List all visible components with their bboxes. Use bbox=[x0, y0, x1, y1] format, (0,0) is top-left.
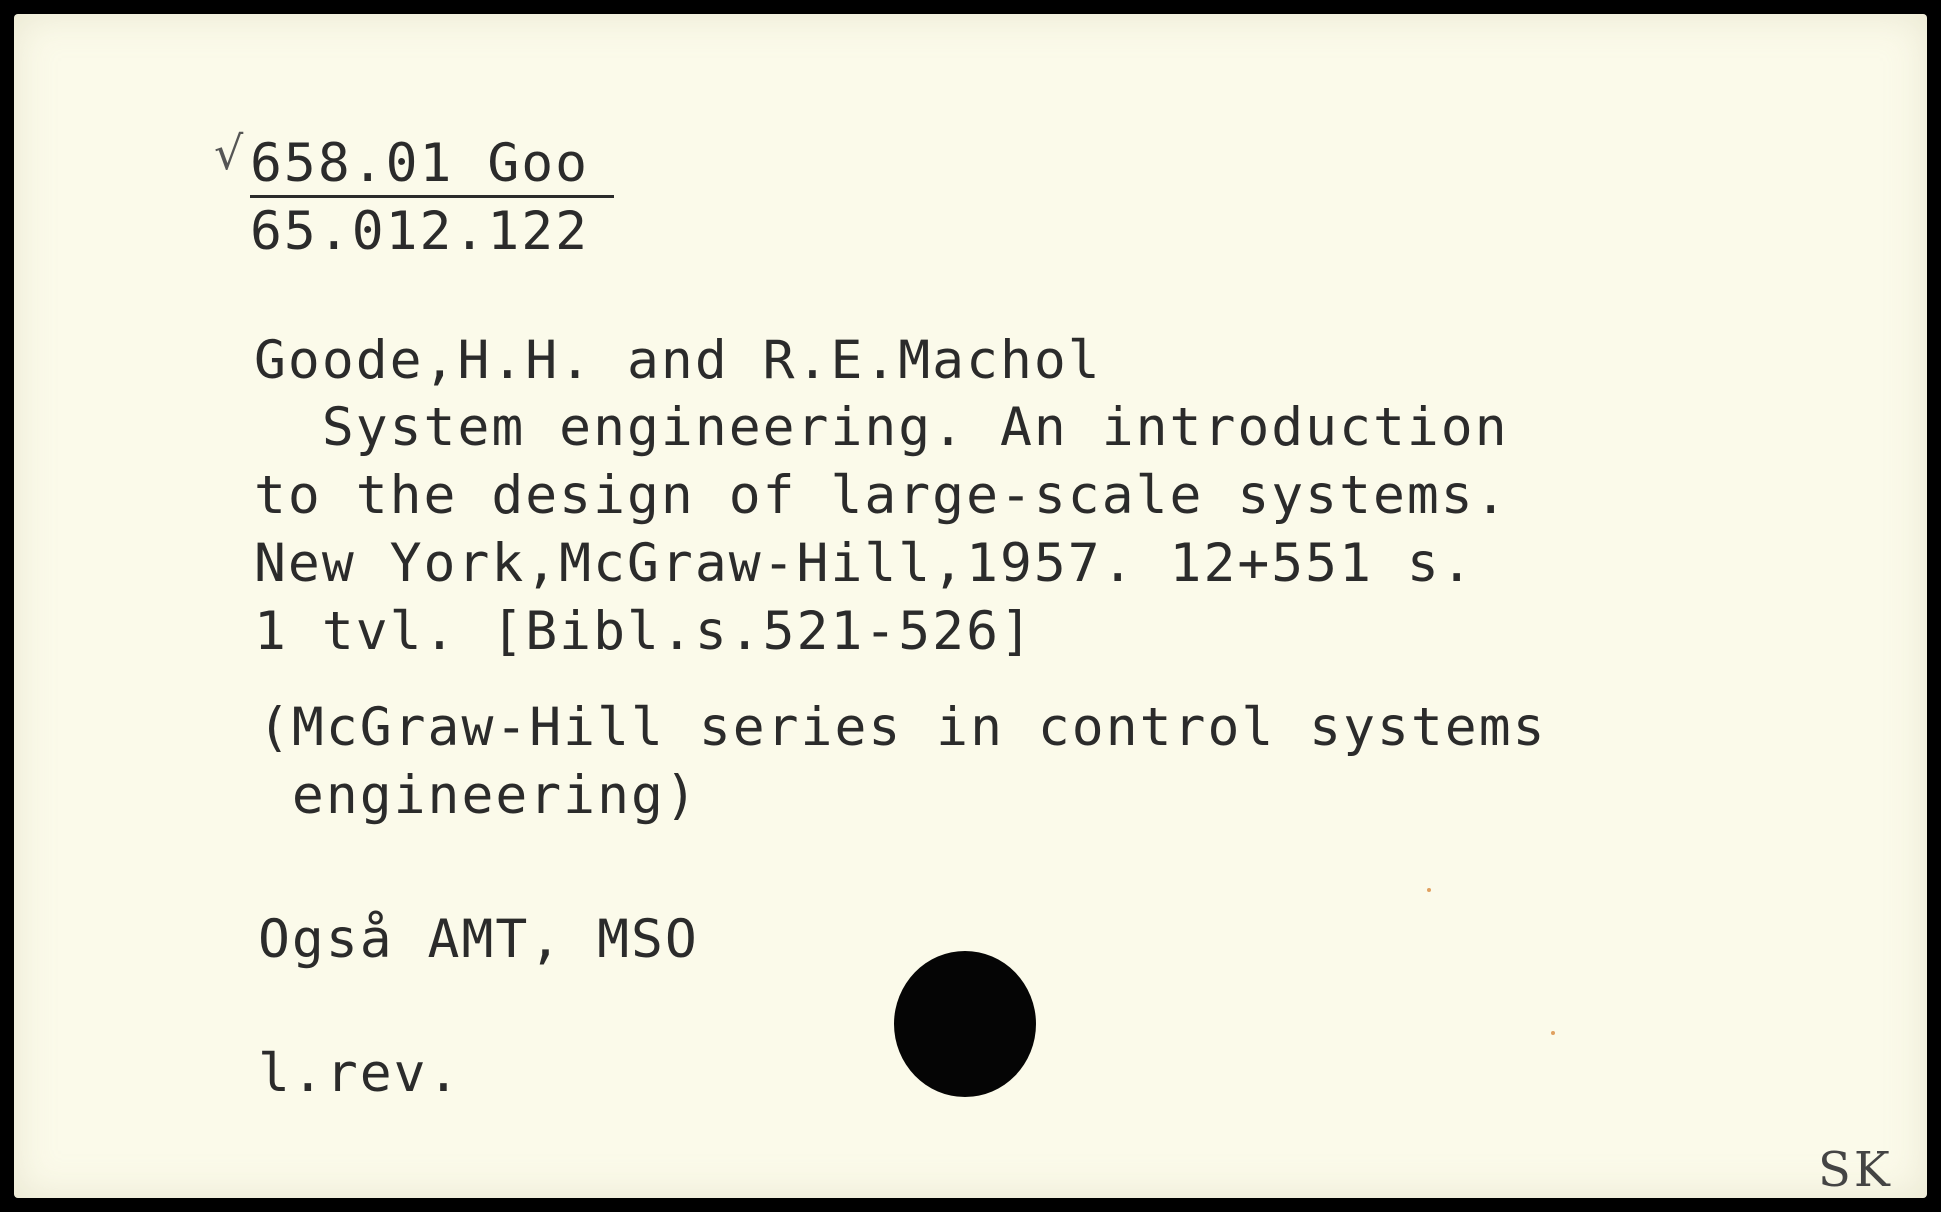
check-mark-icon: √ bbox=[214, 126, 244, 180]
also-note: Også AMT, MSO bbox=[258, 909, 699, 970]
call-number-secondary: 65.012.122 bbox=[250, 201, 590, 262]
revision-note: l.rev. bbox=[258, 1043, 462, 1104]
call-number-primary: 658.01 Goo bbox=[250, 133, 590, 194]
catalog-card bbox=[14, 14, 1927, 1198]
series-line-1: (McGraw-Hill series in control systems bbox=[258, 697, 1547, 758]
title-line-2: to the design of large-scale systems. bbox=[254, 465, 1509, 526]
title-line-1: System engineering. An introduction bbox=[254, 397, 1509, 458]
authors-line: Goode,H.H. and R.E.Machol bbox=[254, 330, 1102, 391]
series-line-2: engineering) bbox=[258, 765, 699, 826]
cataloger-initials: SK bbox=[1818, 1142, 1893, 1198]
call-number-divider bbox=[250, 195, 614, 198]
punch-hole bbox=[894, 951, 1036, 1097]
ink-speck bbox=[1551, 1031, 1555, 1035]
collation-line: 1 tvl. [Bibl.s.521-526] bbox=[254, 601, 1034, 662]
ink-speck bbox=[1427, 888, 1431, 892]
imprint-line: New York,McGraw-Hill,1957. 12+551 s. bbox=[254, 533, 1475, 594]
